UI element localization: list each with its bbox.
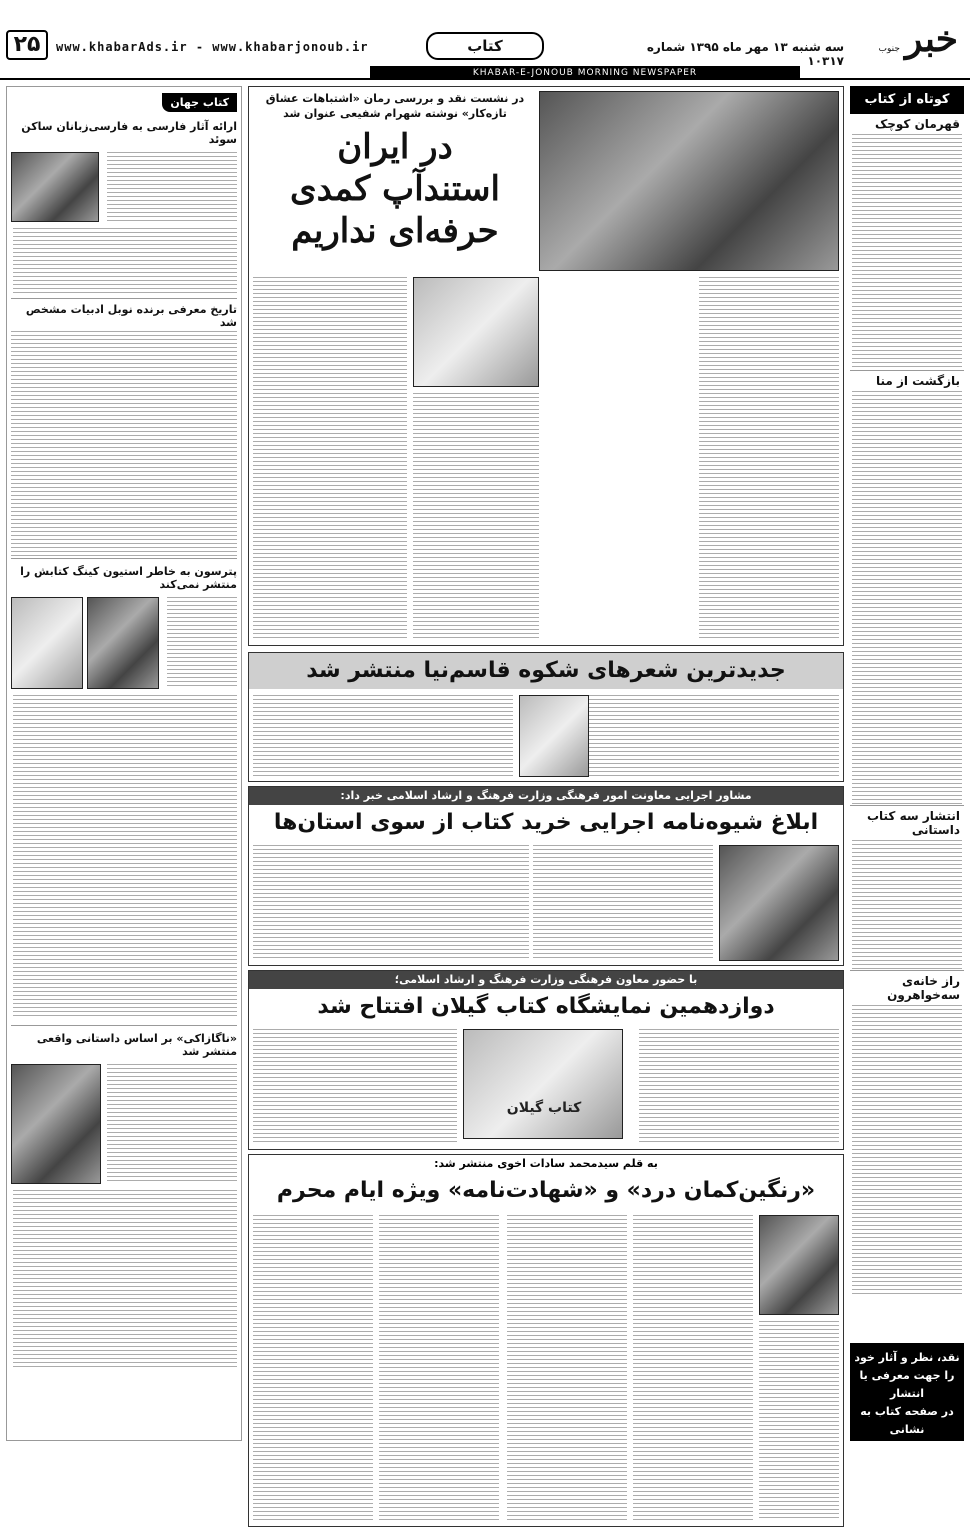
story-body [13, 228, 237, 294]
english-name-bar: KHABAR-E-JONOUB MORNING NEWSPAPER [370, 66, 800, 80]
official-photo [719, 845, 839, 961]
newspaper-logo [852, 18, 958, 70]
lead-body [253, 277, 407, 641]
submission-notice [850, 1343, 964, 1471]
left-column [6, 86, 242, 1441]
logo-subtext: جنوب [878, 44, 900, 54]
brief-title: بازگشت از منا [850, 370, 964, 391]
poetry-body [253, 695, 513, 777]
story-body [107, 152, 237, 222]
lead-body [413, 393, 539, 641]
lead-kicker: در نشست نقد و بررسی رمان «اشتباهات عشاق تازه‌کار» نوشته شهرام شفیعی عنوان شد [265, 92, 525, 120]
logo-text: خبر [905, 18, 958, 60]
author-photo [11, 597, 83, 689]
right-column [850, 86, 964, 1471]
lead-photo [539, 91, 839, 271]
notice-line: زیر ارسال نمایید: [859, 1441, 955, 1454]
lead-headline-line-1: در ایران [337, 127, 453, 167]
author-photo [11, 152, 99, 222]
website-urls[interactable]: www.khabarAds.ir - www.khabarjonoub.ir [56, 40, 369, 54]
purchase-body [253, 845, 529, 961]
lead-headline-line-2: استندآپ کمدی [290, 169, 500, 209]
story-kicker-bar: مشاور اجرایی معاونت امور فرهنگی وزارت فرهنگ و ارشاد اسلامی خبر داد: [249, 787, 843, 805]
story-body [167, 597, 237, 689]
right-column-title: کوتاه از کتاب [850, 86, 964, 114]
masthead [0, 0, 970, 80]
page-number: ۲۵ [6, 30, 48, 60]
lead-story [248, 86, 844, 646]
story-body [107, 1064, 237, 1184]
submission-email[interactable]: ketab@khabarads.ir [861, 1461, 953, 1471]
story-title: پترسون به خاطر استیون کینگ کتابش را منتشر نمی‌کند [20, 565, 237, 591]
muharram-body [507, 1215, 627, 1521]
story-kicker-bar: به قلم سیدمحمد سادات اخوی منتشر شد: [249, 1155, 843, 1173]
expo-poster [463, 1029, 623, 1139]
purchase-body [533, 845, 713, 961]
book-cover [11, 1064, 101, 1184]
story-title: «ناگازاکی» بر اساس داستانی واقعی منتشر شد [36, 1032, 237, 1058]
brief-title: انتشار سه کتاب داستانی [850, 805, 964, 840]
poetry-body [589, 695, 839, 777]
brief-body [852, 1005, 962, 1295]
lead-body [699, 277, 839, 641]
section-label: کتاب [426, 32, 544, 60]
expo-body [253, 1029, 457, 1145]
poetry-story [248, 652, 844, 782]
notice-line: در صفحه کتاب به نشانی [860, 1405, 954, 1436]
brief-body [852, 134, 962, 370]
brief-body [852, 840, 962, 970]
event-photo [413, 277, 539, 387]
story-body [13, 695, 237, 1017]
brief-title: قهرمان کوچک [874, 117, 960, 131]
purchase-headline: ابلاغ شیوه‌نامه اجرایی خرید کتاب از سوی استان‌ها [249, 805, 843, 841]
brief-body [852, 391, 962, 805]
expo-headline: دوازدهمین نمایشگاه کتاب گیلان افتتاح شد [249, 989, 843, 1025]
story-title: تاریخ معرفی برنده نوبل ادبیات مشخص شد [25, 303, 237, 329]
story-kicker-bar: با حضور معاون فرهنگی وزارت فرهنگ و ارشاد اسلامی؛ [249, 971, 843, 989]
lead-headline-line-3: حرفه‌ای نداریم [291, 211, 499, 251]
author-photo [759, 1215, 839, 1315]
muharram-body [379, 1215, 499, 1521]
muharram-books-story [248, 1154, 844, 1527]
muharram-body [633, 1215, 753, 1521]
story-title: ارائه آثار فارسی به فارسی‌زبانان ساکن سوئد [21, 120, 237, 146]
column-tag: کتاب جهان [162, 93, 237, 112]
story-body [11, 331, 237, 556]
notice-line: را جهت معرفی یا انتشار [859, 1369, 955, 1400]
poster-title: کتاب گیلان [506, 1100, 582, 1116]
author-photo [87, 597, 159, 689]
muharram-headline: «رنگین‌کمان درد» و «شهادت‌نامه» ویژه ایام محرم [249, 1173, 843, 1209]
poetry-headline: جدیدترین شعرهای شکوه قاسم‌نیا منتشر شد [249, 653, 843, 689]
expo-body [639, 1029, 839, 1145]
muharram-body [253, 1215, 373, 1521]
muharram-body [759, 1321, 839, 1521]
dateline: سه شنبه ۱۳ مهر ماه ۱۳۹۵ شماره ۱۰۳۱۷ [646, 40, 844, 68]
brief-title: راز خانه‌ی سه‌خواهرون [850, 970, 964, 1005]
story-body [13, 1190, 237, 1370]
book-cover [519, 695, 589, 777]
book-purchase-story [248, 786, 844, 966]
notice-line: نقد، نظر و آثار خود [854, 1351, 960, 1364]
gilan-expo-story [248, 970, 844, 1150]
